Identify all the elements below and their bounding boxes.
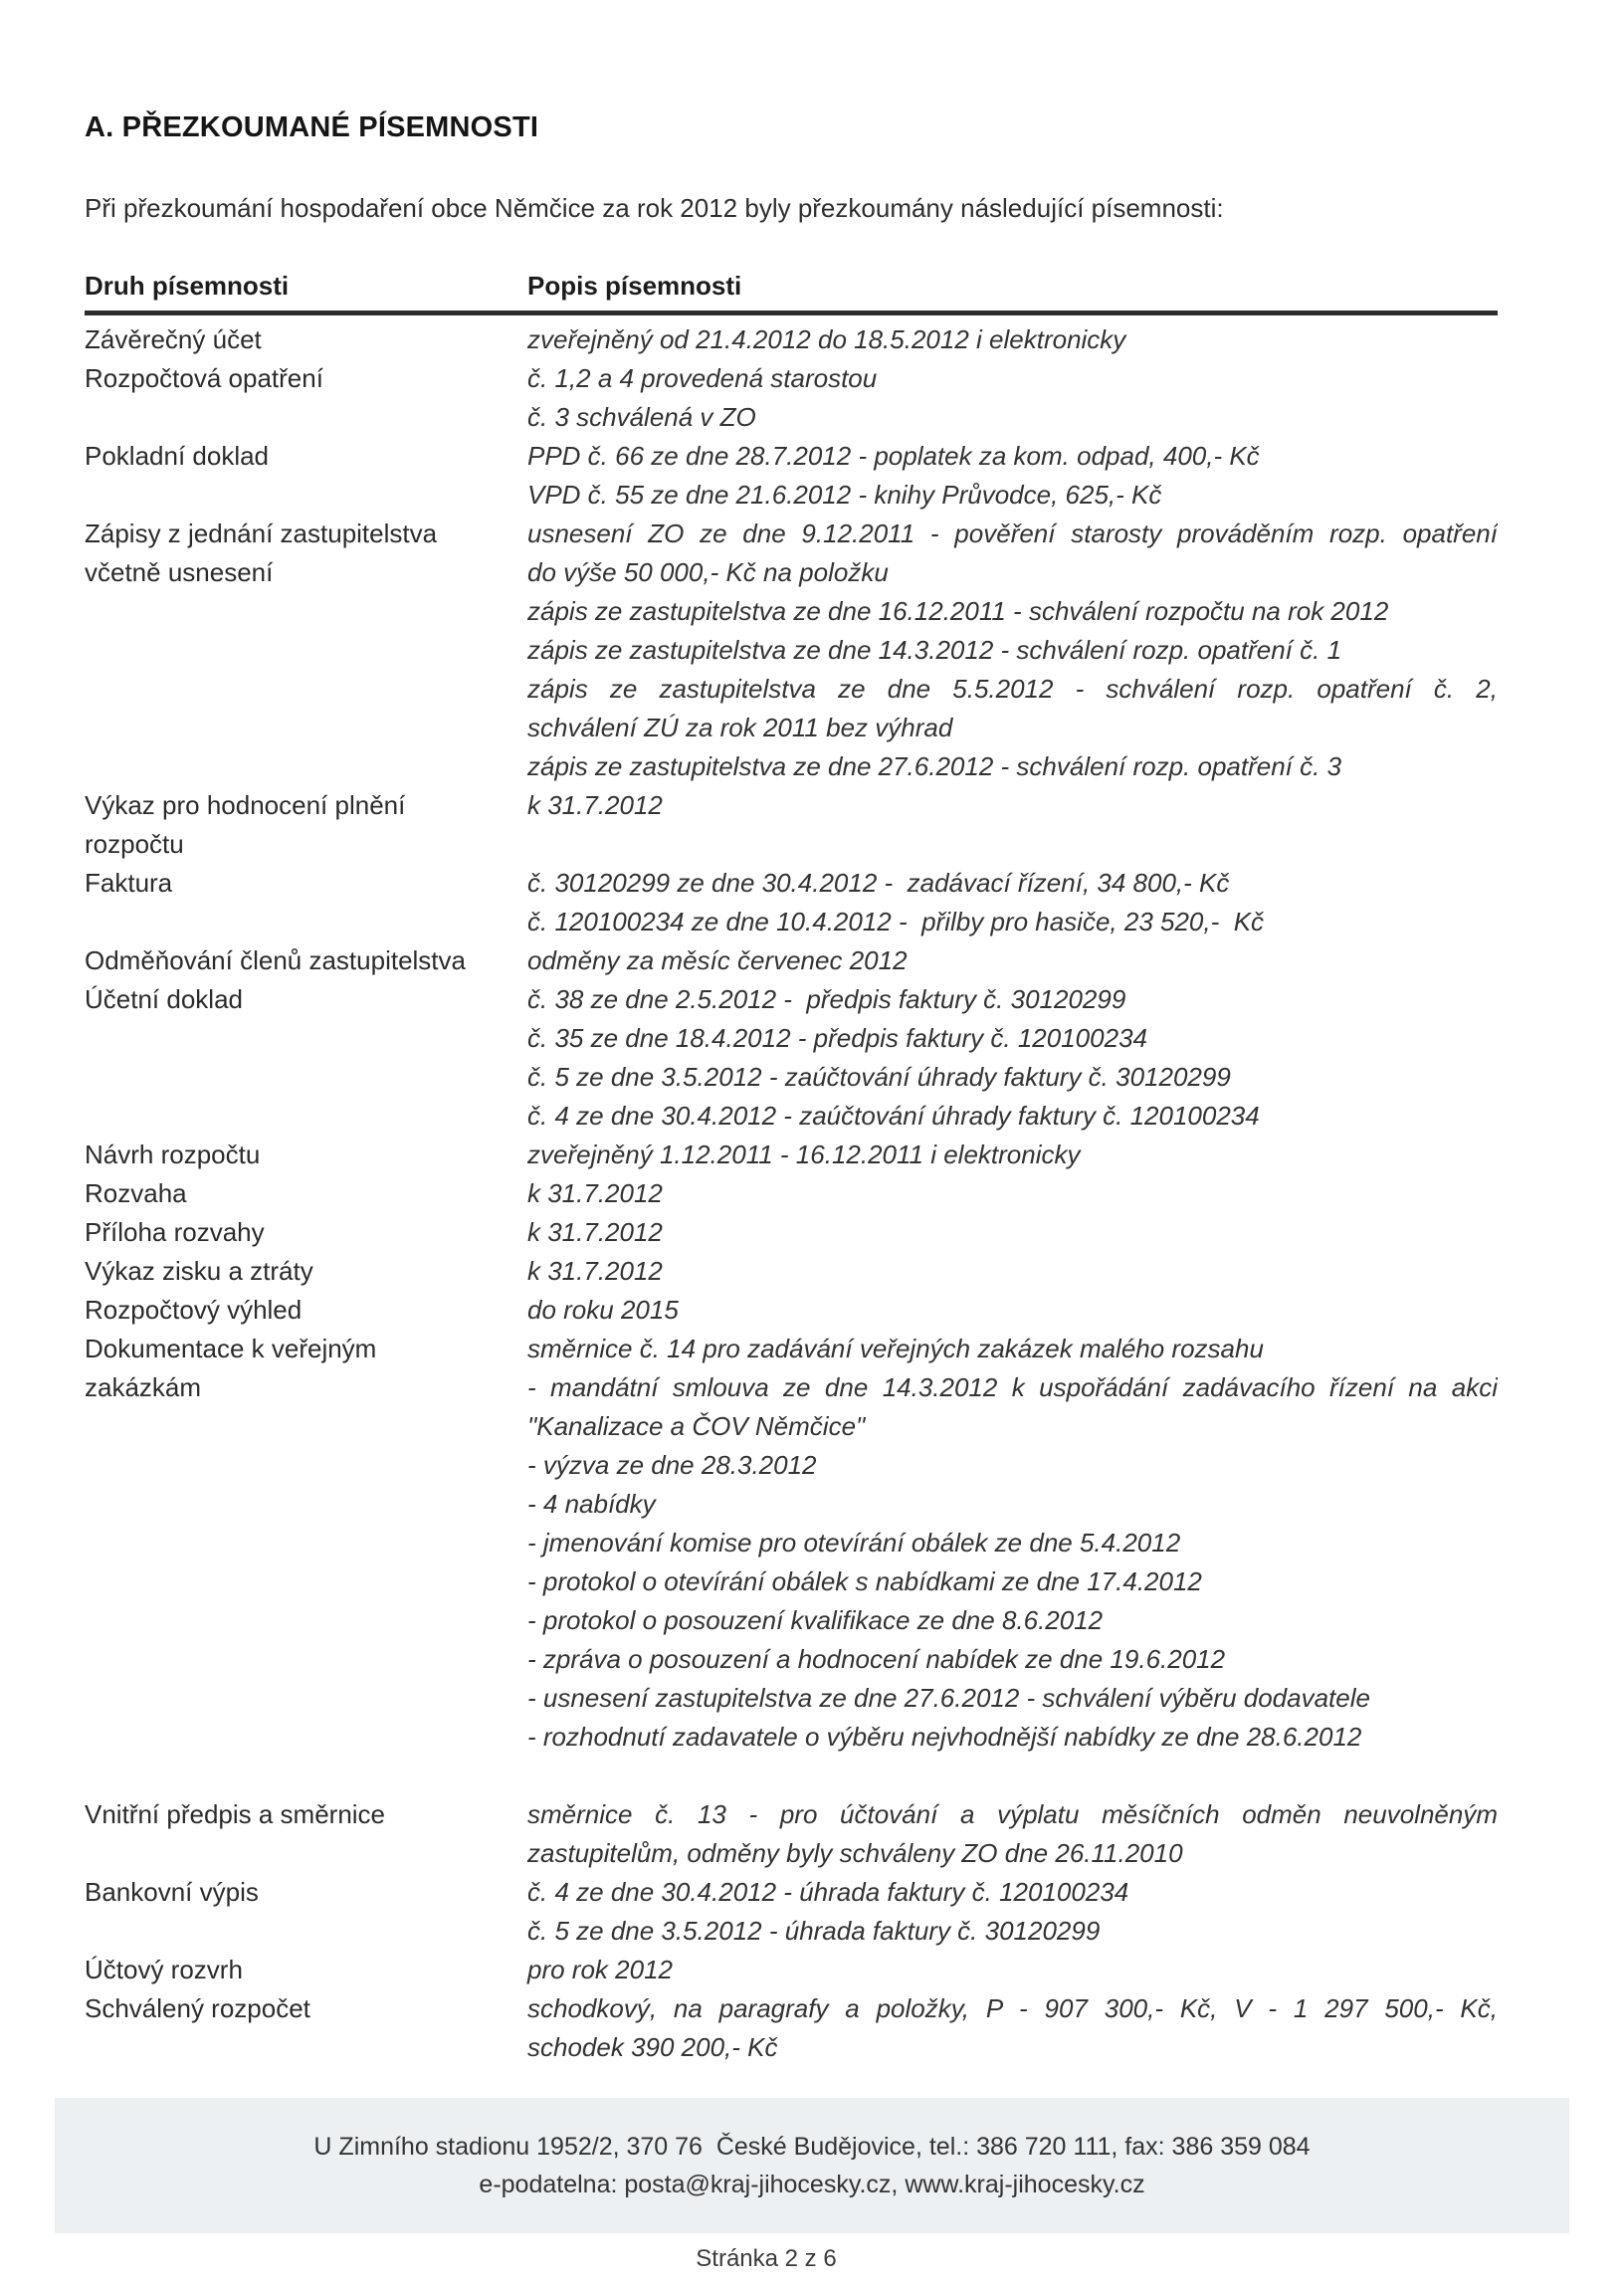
row-label-line: Návrh rozpočtu [85, 1140, 261, 1169]
row-description [527, 1989, 1498, 2067]
table-header-row [85, 271, 1498, 315]
row-description-line: PPD č. 66 ze dne 28.7.2012 - poplatek za kom. odpad, 400,- Kč [527, 441, 1260, 471]
row-label-line: Účtový rozvrh [85, 1955, 243, 1984]
row-description-line: č. 4 ze dne 30.4.2012 - zaúčtování úhrady faktury č. 120100234 [527, 1101, 1260, 1131]
row-description-line: schodek 390 200,- Kč [527, 2032, 778, 2062]
row-label-line: zakázkám [85, 1372, 202, 1402]
row-description-line: VPD č. 55 ze dne 21.6.2012 - knihy Průvodce, 625,- Kč [527, 480, 1162, 510]
row-description-line: schodkový, na paragrafy a položky, P - 907 300,- Kč, V - 1 297 500,- Kč, [527, 1993, 1498, 2023]
row-description-line: k 31.7.2012 [527, 790, 663, 820]
row-label [85, 1330, 527, 1757]
table-row [85, 864, 1498, 941]
column-header-popis-pisemnosti: Popis písemnosti [527, 271, 742, 301]
table-row [85, 437, 1498, 515]
row-description-line: č. 5 ze dne 3.5.2012 - úhrada faktury č. 30120299 [527, 1916, 1101, 1946]
row-description-line: - usnesení zastupitelstva ze dne 27.6.2012 - schválení výběru dodavatele [527, 1683, 1370, 1713]
table-row [85, 1136, 1498, 1174]
column-header-druh-pisemnosti: Druh písemnosti [85, 271, 290, 301]
table-row [85, 1291, 1498, 1330]
row-label [85, 1873, 527, 1951]
row-label-line: včetně usnesení [85, 557, 274, 587]
row-description-line: č. 120100234 ze dne 10.4.2012 - přilby pro hasiče, 23 520,- Kč [527, 907, 1265, 936]
row-label-line: Pokladní doklad [85, 441, 270, 471]
row-description [527, 786, 1498, 864]
row-label [85, 515, 527, 786]
table-row [85, 515, 1498, 786]
row-label [85, 1174, 527, 1213]
row-description-line: "Kanalizace a ČOV Němčice" [527, 1411, 866, 1441]
row-description-line: směrnice č. 14 pro zadávání veřejných zakázek malého rozsahu [527, 1334, 1264, 1363]
row-description-line: zápis ze zastupitelstva ze dne 5.5.2012 - schválení rozp. opatření č. 2, [527, 674, 1498, 704]
row-label [85, 1291, 527, 1330]
row-description [527, 1795, 1498, 1873]
table-row [85, 1330, 1498, 1757]
row-description [527, 359, 1498, 437]
footer-address-line: U Zimního stadionu 1952/2, 370 76 České Budějovice, tel.: 386 720 111, fax: 386 359 084 [313, 2132, 1311, 2161]
row-label-line: Odměňování členů zastupitelstva [85, 945, 466, 975]
row-label-line: Výkaz pro hodnocení plnění [85, 790, 406, 820]
table-body [85, 315, 1498, 2067]
row-label-line: Účetní doklad [85, 984, 243, 1014]
row-description-line: usnesení ZO ze dne 9.12.2011 - pověření starosty prováděním rozp. opatření [527, 519, 1498, 548]
table-row [85, 1252, 1498, 1291]
row-label-line: Příloha rozvahy [85, 1217, 265, 1247]
row-label [85, 1252, 527, 1291]
row-description-line: schválení ZÚ za rok 2011 bez výhrad [527, 713, 953, 742]
row-description-line: směrnice č. 13 - pro účtování a výplatu měsíčních odměn neuvolněným [527, 1799, 1498, 1829]
row-description [527, 1291, 1498, 1330]
row-description-line: - protokol o otevírání obálek s nabídkami ze dne 17.4.2012 [527, 1566, 1202, 1596]
table-row [85, 1873, 1498, 1951]
row-label-line: Faktura [85, 868, 173, 898]
row-label [85, 1951, 527, 1989]
row-description-line: do roku 2015 [527, 1295, 679, 1325]
row-label-line: Dokumentace k veřejným [85, 1334, 377, 1363]
row-description-line: č. 1,2 a 4 provedená starostou [527, 363, 878, 393]
row-label [85, 864, 527, 941]
table-row [85, 1989, 1498, 2067]
row-label [85, 980, 527, 1136]
row-description [527, 515, 1498, 786]
documents-table [85, 271, 1498, 2067]
row-label [85, 320, 527, 359]
row-label [85, 359, 527, 437]
row-description-line: zveřejněný 1.12.2011 - 16.12.2011 i elektronicky [527, 1140, 1081, 1169]
table-row [85, 786, 1498, 864]
row-label [85, 1989, 527, 2067]
table-row [85, 359, 1498, 437]
row-description-line: - protokol o posouzení kvalifikace ze dne 8.6.2012 [527, 1605, 1104, 1635]
row-label-line: Schválený rozpočet [85, 1993, 310, 2023]
row-description-line: č. 30120299 ze dne 30.4.2012 - zadávací řízení, 34 800,- Kč [527, 868, 1230, 898]
row-description [527, 864, 1498, 941]
row-description-line: zveřejněný od 21.4.2012 do 18.5.2012 i elektronicky [527, 324, 1126, 354]
table-row [85, 980, 1498, 1136]
row-description-line: - jmenování komise pro otevírání obálek ze dne 5.4.2012 [527, 1528, 1181, 1558]
page-title: A. PŘEZKOUMANÉ PÍSEMNOSTI [85, 111, 539, 143]
row-description [527, 1873, 1498, 1951]
row-description [527, 1136, 1498, 1174]
row-label-line: Rozpočtový výhled [85, 1295, 303, 1325]
row-label-line: Rozpočtová opatření [85, 363, 323, 393]
table-row [85, 1795, 1498, 1873]
row-description-line: k 31.7.2012 [527, 1178, 663, 1208]
table-row [85, 941, 1498, 980]
intro-paragraph: Při přezkoumání hospodaření obce Němčice za rok 2012 byly přezkoumány následující písemnosti: [85, 193, 1224, 223]
row-description [527, 1213, 1498, 1252]
row-label-line: Vnitřní předpis a směrnice [85, 1799, 386, 1829]
row-description-line: č. 5 ze dne 3.5.2012 - zaúčtování úhrady faktury č. 30120299 [527, 1062, 1231, 1092]
row-label [85, 786, 527, 864]
row-label-line: Výkaz zisku a ztráty [85, 1256, 313, 1286]
row-label-line: Rozvaha [85, 1178, 187, 1208]
row-description [527, 437, 1498, 515]
row-description-line: - výzva ze dne 28.3.2012 [527, 1450, 817, 1480]
table-row [85, 1213, 1498, 1252]
row-description-line: - mandátní smlouva ze dne 14.3.2012 k uspořádání zadávacího řízení na akci [527, 1372, 1498, 1402]
row-label [85, 1213, 527, 1252]
row-description-line: pro rok 2012 [527, 1955, 673, 1984]
row-description-line: k 31.7.2012 [527, 1217, 663, 1247]
row-description-line: - zpráva o posouzení a hodnocení nabídek ze dne 19.6.2012 [527, 1644, 1226, 1674]
row-label [85, 437, 527, 515]
letterhead-footer [55, 2098, 1569, 2233]
row-description-line: zápis ze zastupitelstva ze dne 16.12.2011 - schválení rozpočtu na rok 2012 [527, 596, 1389, 626]
row-label-line: Bankovní výpis [85, 1877, 259, 1907]
row-description-line: zápis ze zastupitelstva ze dne 14.3.2012 - schválení rozp. opatření č. 1 [527, 635, 1342, 665]
row-description-line: č. 35 ze dne 18.4.2012 - předpis faktury č. 120100234 [527, 1023, 1147, 1053]
row-description-line: č. 4 ze dne 30.4.2012 - úhrada faktury č. 120100234 [527, 1877, 1129, 1907]
table-row [85, 1174, 1498, 1213]
row-description-line: - rozhodnutí zadavatele o výběru nejvhodnější nabídky ze dne 28.6.2012 [527, 1722, 1362, 1752]
row-label-line: Zápisy z jednání zastupitelstva [85, 519, 438, 548]
table-row [85, 320, 1498, 359]
row-label [85, 1136, 527, 1174]
table-row [85, 1951, 1498, 1989]
footer-contact-line: e-podatelna: posta@kraj-jihocesky.cz, www.kraj-jihocesky.cz [479, 2170, 1145, 2198]
row-description [527, 980, 1498, 1136]
row-label-line: Závěrečný účet [85, 324, 262, 354]
row-label-line: rozpočtu [85, 829, 184, 859]
row-description-line: č. 38 ze dne 2.5.2012 - předpis faktury č. 30120299 [527, 984, 1126, 1014]
row-description-line: - 4 nabídky [527, 1489, 656, 1519]
row-description-line: č. 3 schválená v ZO [527, 402, 756, 432]
row-description [527, 1252, 1498, 1291]
row-description [527, 1330, 1498, 1757]
row-description-line: zastupitelům, odměny byly schváleny ZO dne 26.11.2010 [527, 1838, 1183, 1868]
page-number: Stránka 2 z 6 [696, 2245, 837, 2272]
row-description-line: odměny za měsíc červenec 2012 [527, 945, 908, 975]
row-description-line: k 31.7.2012 [527, 1256, 663, 1286]
row-label [85, 1795, 527, 1873]
row-description [527, 1951, 1498, 1989]
row-label [85, 941, 527, 980]
row-description [527, 1174, 1498, 1213]
row-description-line: do výše 50 000,- Kč na položku [527, 557, 889, 587]
row-description [527, 320, 1498, 359]
row-description-line: zápis ze zastupitelstva ze dne 27.6.2012 - schválení rozp. opatření č. 3 [527, 751, 1342, 781]
row-description [527, 941, 1498, 980]
